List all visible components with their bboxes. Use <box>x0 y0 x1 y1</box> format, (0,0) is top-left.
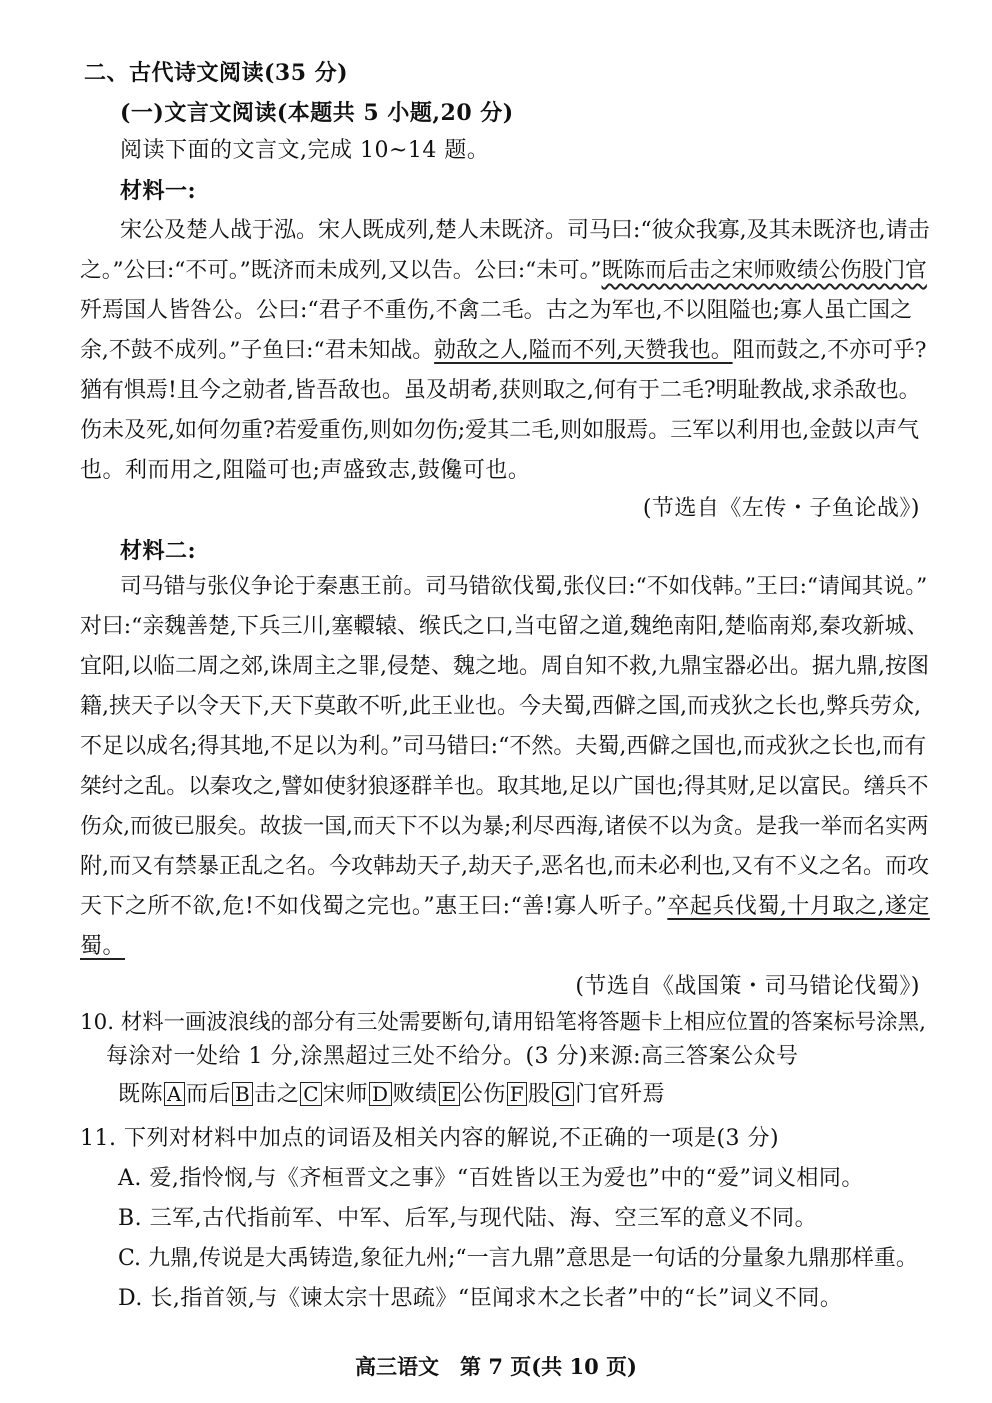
q10-segment: 公伤 <box>460 1082 506 1107</box>
material1-source: (节选自《左传・子鱼论战》) <box>642 496 920 521</box>
material2-line: 不足以成名;得其地,不足以为利。”司马错曰:“不然。夫蜀,西僻之国也,而戎狄之长也,而有 <box>80 734 927 759</box>
material2-line: 籍,挟天子以令天下,天下莫敢不听,此王业也。今夫蜀,西僻之国,而戎狄之长也,弊兵劳众, <box>80 694 921 719</box>
material2-line: 桀纣之乱。以秦攻之,譬如使豺狼逐群羊也。取其地,足以广国也;得其财,足以富民。缮兵不 <box>80 774 929 799</box>
q10-segment: 而后 <box>185 1082 231 1107</box>
answer-box-a[interactable]: A <box>164 1082 185 1106</box>
q10-segment: 股 <box>528 1082 551 1107</box>
answer-box-g[interactable]: G <box>552 1082 574 1106</box>
q11-option-d: D. 长,指首领,与《谏太宗十思疏》“臣闻求木之长者”中的“长”词义不同。 <box>118 1286 843 1311</box>
material2-line: 伤众,而彼已服矣。故拔一国,而天下不以为暴;利尽西海,诸侯不以为贪。是我一举而名实两 <box>80 814 929 839</box>
answer-box-f[interactable]: F <box>507 1082 527 1106</box>
q11-option-a: A. 爱,指怜悯,与《齐桓晋文之事》“百姓皆以王为爱也”中的“爱”词义相同。 <box>118 1166 864 1191</box>
material1-line: 宋公及楚人战于泓。宋人既成列,楚人未既济。司马曰:“彼众我寡,及其未既济也,请击 <box>120 218 930 243</box>
underlined-sentence: 卒起兵伐蜀,十月取之,遂定 <box>667 894 930 919</box>
underlined-sentence: 勍敌之人,隘而不列,天赞我也。 <box>434 338 733 363</box>
material1-line: 歼焉国人皆咎公。公曰:“君子不重伤,不禽二毛。古之为军也,不以阻隘也;寡人虽亡国之 <box>80 298 913 323</box>
q10-stem: 10. 材料一画波浪线的部分有三处需要断句,请用铅笔将答题卡上相应位置的答案标号涂黑, <box>80 1010 926 1035</box>
q10-options <box>118 1080 665 1110</box>
material1-line-text: 之。”公曰:“不可。”既济而未成列,又以告。公曰:“未可。” <box>80 258 602 283</box>
answer-box-d[interactable]: D <box>369 1082 392 1106</box>
page-footer: 高三语文 第 7 页(共 10 页) <box>355 1354 637 1379</box>
material1-line <box>80 336 926 366</box>
q10-segment: 既陈 <box>118 1082 164 1107</box>
q10-segment: 击之 <box>254 1082 300 1107</box>
material2-line: 司马错与张仪争论于秦惠王前。司马错欲伐蜀,张仪曰:“不如伐韩。”王曰:“请闻其说。” <box>120 574 928 599</box>
material2-line-text: 天下之所不欲,危!不如伐蜀之完也。”惠王曰:“善!寡人听子。” <box>80 894 668 919</box>
material2-line: 对曰:“亲魏善楚,下兵三川,塞轘辕、缑氏之口,当屯留之道,魏绝南阳,楚临南郑,秦攻新城、 <box>80 614 929 639</box>
wavy-underlined-text: 既陈而后击之宋师败绩公伤股门官 <box>601 258 927 283</box>
instruction: 阅读下面的文言文,完成 10~14 题。 <box>120 138 490 163</box>
material2-label: 材料二: <box>120 538 197 564</box>
q11-stem: 11. 下列对材料中加点的词语及相关内容的解说,不正确的一项是(3 分) <box>80 1126 780 1151</box>
material1-label: 材料一: <box>120 178 197 204</box>
answer-box-b[interactable]: B <box>232 1082 253 1106</box>
section-title: 二、古代诗文阅读(35 分) <box>84 60 349 86</box>
material1-line <box>80 256 927 286</box>
material1-line-text: 余,不鼓不成列。”子鱼曰:“君未知战。 <box>80 338 435 363</box>
q10-segment: 败绩 <box>392 1082 438 1107</box>
answer-box-c[interactable]: C <box>300 1082 322 1106</box>
q11-option-c: C. 九鼎,传说是大禹铸造,象征九州;“一言九鼎”意思是一句话的分量象九鼎那样重。 <box>118 1246 918 1271</box>
q10-stem-cont: 每涂对一处给 1 分,涂黑超过三处不给分。(3 分)来源:高三答案公众号 <box>106 1044 799 1069</box>
material1-line: 也。利而用之,阻隘可也;声盛致志,鼓儳可也。 <box>80 458 531 483</box>
q10-segment: 门官歼焉 <box>575 1082 666 1107</box>
material2-line: 附,而又有禁暴正乱之名。今攻韩劫天子,劫天子,恶名也,而未必利也,又有不义之名。而攻 <box>80 854 929 879</box>
material1-line: 伤未及死,如何勿重?若爱重伤,则如勿伤;爱其二毛,则如服焉。三军以利用也,金鼓以声气 <box>80 418 920 443</box>
sub-section-title: (一)文言文阅读(本题共 5 小题,20 分) <box>120 100 514 126</box>
material2-line <box>80 892 930 922</box>
q10-segment: 宋师 <box>323 1082 369 1107</box>
answer-box-e[interactable]: E <box>439 1082 460 1106</box>
q11-option-b: B. 三军,古代指前军、中军、后军,与现代陆、海、空三军的意义不同。 <box>118 1206 818 1231</box>
material1-line: 猶有惧焉!且今之勍者,皆吾敌也。虽及胡耇,获则取之,何有于二毛?明耻教战,求杀敌也。 <box>80 378 921 403</box>
material1-line-text: 阻而鼓之,不亦可乎? <box>732 338 927 363</box>
material2-line: 宜阳,以临二周之郊,诛周主之罪,侵楚、魏之地。周自知不救,九鼎宝器必出。据九鼎,按图 <box>80 654 929 679</box>
material2-source: (节选自《战国策・司马错论伐蜀》) <box>575 974 920 999</box>
material2-line <box>80 932 125 962</box>
underlined-sentence-end: 蜀。 <box>80 934 126 959</box>
